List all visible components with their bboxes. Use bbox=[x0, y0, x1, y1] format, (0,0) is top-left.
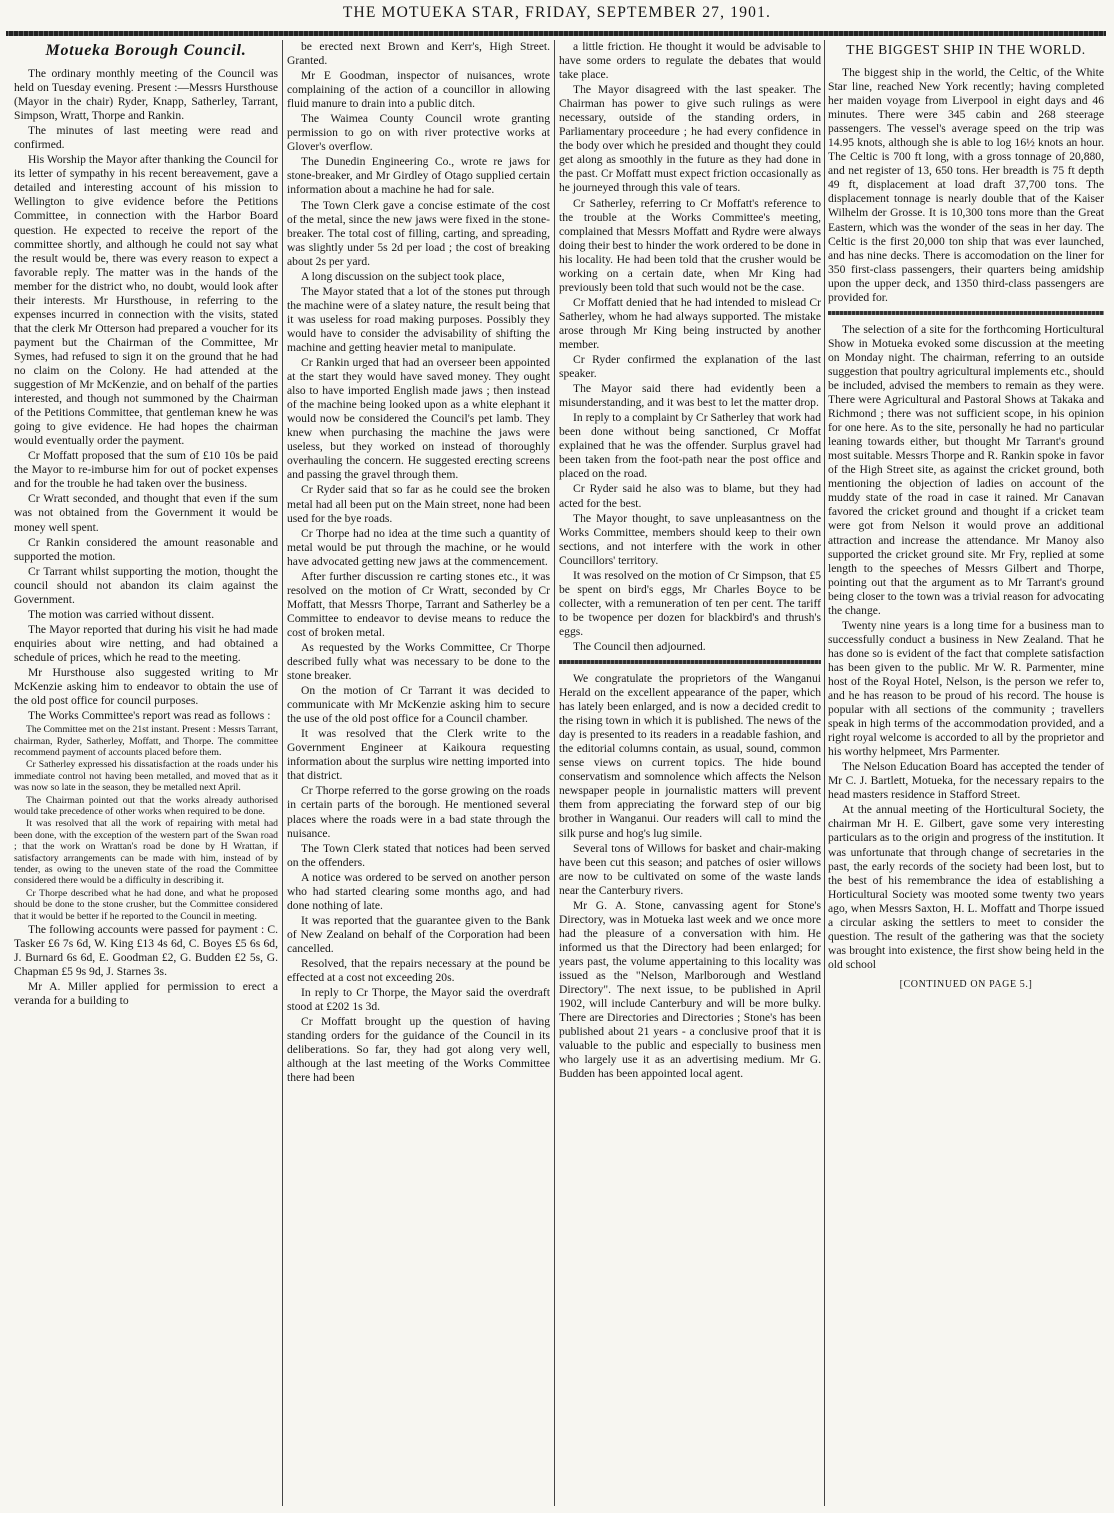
paragraph: We congratulate the proprietors of the Wanganui Herald on the excellent appearance of the paper, which has lately been enlarged, and is now a decided credit to the rising town in which it is published. The news of the day is presented to its readers in a readable fashion, and the editorial columns contain, as usual, sound, common sense views on current topics. The hide bound conservatism and somnolence which affects the Nelson newspaper people in journalistic matters will prevent them from appreciating the forward step of our big brother in Wanganui. Our readers will call to mind the silk purse and hog's lug simile. bbox=[559, 672, 821, 840]
paragraph: Cr Wratt seconded, and thought that even if the sum was not obtained from the Government it would be money well spent. bbox=[14, 492, 278, 534]
paragraph: The Mayor thought, to save unpleasantness on the Works Committee, members should keep to their own sections, and not interfere with the work in other Councillors' territory. bbox=[559, 511, 821, 567]
paragraph: Twenty nine years is a long time for a business man to successfully conduct a business in New Zealand. That he has done so is evident of the fact that complete satisfaction has been given to the public. Mr W. R. Parmenter, mine host of the Royal Hotel, Nelson, is the person we refer to, and he has reason to be proud of his record. The house is popular with all sections of the community ; travellers speak in high terms of the accommodation provided, and a right royal welcome is accorded to all by the proprietor and his worthy helpmeet, Mrs Parmenter. bbox=[828, 618, 1104, 759]
paragraph: Cr Ryder said he also was to blame, but they had acted for the best. bbox=[559, 482, 821, 510]
paragraph: Cr Thorpe referred to the gorse growing on the roads in certain parts of the borough. He mentioned several places where the roads were in a bad state through the nuisance. bbox=[287, 784, 550, 840]
paragraph: In reply to a complaint by Cr Satherley that work had been done without being sanctioned, Cr Moffat explained that he was the offender. Surplus gravel had been taken from the foot-path near the post office and placed on the road. bbox=[559, 411, 821, 481]
paragraph: The Mayor said there had evidently been a misunderstanding, and it was best to let the matter drop. bbox=[559, 382, 821, 410]
paragraph: be erected next Brown and Kerr's, High Street. Granted. bbox=[287, 40, 550, 68]
column-divider bbox=[554, 40, 555, 1506]
paragraph: The Waimea County Council wrote granting permission to go on with river protective works at Glover's overflow. bbox=[287, 112, 550, 154]
paragraph: The Works Committee's report was read as follows : bbox=[28, 709, 271, 723]
paragraph: The Town Clerk gave a concise estimate of the cost of the metal, since the new jaws were fixed in the stone-breaker. The total cost of filling, carting, and spreading, was slightly under 5s 2d per load ; the cost of breaking about 2s per yard. bbox=[287, 198, 550, 268]
report-paragraph: The Committee met on the 21st instant. Present : Messrs Tarrant, chairman, Ryder, Satherley, Moffatt, and Thorpe. The committee recommend payment of accounts placed before them. bbox=[14, 724, 278, 758]
paragraph: At the annual meeting of the Horticultural Society, the chairman Mr H. E. Gilbert, gave some very interesting particulars as to the origin and progress of the institution. It was unfortunate that through change of secretaries in the past, the early records of the society had been lost, but to the best of his remembrance the idea of establishing a Horticultural Society was mooted some twenty two years ago, when Messrs Saxton, H. L. Moffatt and Thorpe issued a circular asking the settlers to meet to consider the question. The result of the gathering was that the society was brought into existence, the first show being held in the old school bbox=[828, 803, 1104, 971]
column-divider bbox=[824, 40, 825, 1506]
paragraph: Cr Tarrant whilst supporting the motion, thought the council should not abandon its claim against the Government. bbox=[14, 564, 278, 606]
paragraph: Cr Moffatt proposed that the sum of £10 10s be paid the Mayor to re-imburse him for out of pocket expenses and for the trouble he had taken over the business. bbox=[14, 449, 278, 491]
paragraph: The Nelson Education Board has accepted the tender of Mr C. J. Bartlett, Motueka, for the necessary repairs to the head masters residence in Stafford Street. bbox=[828, 760, 1104, 802]
paragraph: The Mayor disagreed with the last speaker. The Chairman has power to give such rulings as were necessary, outside of the standing orders, in Parliamentary proceedure ; he had every confidence in the body over which he presided and thought they could get along as smoothly in the future as they had done in the past. Cr Moffatt must expect friction occasionally as he journeyed through this vale of tears. bbox=[559, 83, 821, 195]
report-paragraph: It was resolved that all the work of repairing with metal had been done, with the exception of the western part of the Swan road ; that the work on Wrattan's road be done by H Wrattan, if satisfactory arrangements can be made with him, instead of by tender, as owing to the uneven state of the road the Committee considered there would be a difficulty in describing it. bbox=[14, 818, 278, 887]
continued-notice: [CONTINUED ON PAGE 5.] bbox=[899, 978, 1033, 990]
paragraph: The Council then adjourned. bbox=[573, 639, 706, 653]
paragraph: On the motion of Cr Tarrant it was decided to communicate with Mr McKenzie asking him to secure the use of the old post office for a Council chamber. bbox=[287, 684, 550, 726]
paragraph: The minutes of last meeting were read and confirmed. bbox=[14, 124, 278, 152]
paragraph: Mr A. Miller applied for permission to erect a veranda for a building to bbox=[14, 980, 278, 1008]
paragraph: Cr Ryder said that so far as he could see the broken metal had all been put on the Main street, none had been used for the bye roads. bbox=[287, 483, 550, 525]
paragraph: Resolved, that the repairs necessary at the pound be effected at a cost not exceeding 20s. bbox=[287, 957, 550, 985]
paragraph: Cr Moffatt brought up the question of having standing orders for the guidance of the Council in its deliberations. So far, they had got along very well, although at the last meeting of the Works Committee there had been bbox=[287, 1015, 550, 1085]
paragraph: Cr Satherley, referring to Cr Moffatt's reference to the trouble at the Works Committee's meeting, complained that Messrs Moffatt and Rydre were always doing their best to hinder the work ordered to be done in his locality. He had been told that the crusher would be working on a certain date, when Mr King had previously been told that such would not be the case. bbox=[559, 196, 821, 294]
paragraph: The Dunedin Engineering Co., wrote re jaws for stone-breaker, and Mr Girdley of Otago supplied certain information about a machine he had for sale. bbox=[287, 155, 550, 197]
paragraph: Cr Rankin considered the amount reasonable and supported the motion. bbox=[14, 535, 278, 563]
paragraph: In reply to Cr Thorpe, the Mayor said the overdraft stood at £202 1s 3d. bbox=[287, 986, 550, 1014]
report-paragraph: The Chairman pointed out that the works already authorised would take precedence of other works when required to be done. bbox=[14, 794, 278, 817]
paragraph: It was resolved on the motion of Cr Simpson, that £5 be spent on bird's eggs, Mr Charles Boyce to be collecter, with a remuneration of ten per cent. The tariff to be twopence per dozen for blackbird's and thrush's eggs. bbox=[559, 568, 821, 638]
paragraph: As requested by the Works Committee, Cr Thorpe described fully what was necessary to be done to the stone breaker. bbox=[287, 640, 550, 683]
column-divider bbox=[282, 40, 283, 1506]
paragraph: Mr E Goodman, inspector of nuisances, wrote complaining of the action of a councillor in allowing fluid manure to drain into a public ditch. bbox=[287, 69, 550, 111]
paragraph: The motion was carried without dissent. bbox=[28, 607, 215, 621]
paragraph: Mr G. A. Stone, canvassing agent for Stone's Directory, was in Motueka last week and we once more had the pleasure of a conversation with him. He informed us that the Directory had been enlarged; for years past, the volume appertaining to this locality was issued as the "Nelson, Marlborough and Westland Directory". The next issue, to be published in April 1902, will include Canterbury and will be more bulky. There are Directories and Directories ; Stone's has been published about 21 years - a conclusive proof that it is valuable to the public and especially to business men who largely use it as an advertising medium. Mr G. Budden has been appointed local agent. bbox=[559, 898, 821, 1081]
paragraph: The Mayor reported that during his visit he had made enquiries about wire netting, and had obtained a schedule of prices, which he read to the meeting. bbox=[14, 622, 278, 664]
paragraph: It was resolved that the Clerk write to the Government Engineer at Kaikoura requesting information about the surplus wire netting imported into that district. bbox=[287, 727, 550, 783]
paragraph: A long discussion on the subject took place, bbox=[301, 269, 505, 283]
top-rule bbox=[6, 31, 1106, 36]
paragraph: It was reported that the guarantee given to the Bank of New Zealand on behalf of the Corporation had been cancelled. bbox=[287, 913, 550, 955]
paragraph: Mr Hursthouse also suggested writing to Mr McKenzie asking him to endeavor to obtain the use of the old post office for council purposes. bbox=[14, 665, 278, 708]
paragraph: The biggest ship in the world, the Celtic, of the White Star line, reached New York recently; having completed her maiden voyage from Liverpool in eight days and 46 minutes. There were 345 cabin and 268 steerage passengers. The vessel's average speed on the trip was 14.95 knots, although she is able to log 16½ knots an hour. The Celtic is 700 ft long, with a gross tonnage of 20,880, and net register of 13, 650 tons. Her breadth is 75 ft depth 49 ft, displacement at load draft 37,700 tons. The displacement tonnage is nearly double that of the Kaiser Wilhelm der Grosse. It is 10,300 tons more than the Great Eastern, which was the wonder of the seas in her day. The Celtic is the first 20,000 ton ship that was ever launched, and has nine decks. There is accomodation on the liner for 350 first-class passengers, their quarters being amidship upon the upper deck, and 1350 third-class passengers are provided for. bbox=[828, 66, 1104, 304]
paragraph: The ordinary monthly meeting of the Council was held on Tuesday evening. Present :—Messrs Hursthouse (Mayor in the chair) Ryder, Knapp, Satherley, Tarrant, Simpson, Wratt, Thorpe and Rankin. bbox=[14, 67, 278, 123]
column-3 bbox=[559, 40, 821, 1506]
masthead: THE MOTUEKA STAR, FRIDAY, SEPTEMBER 27, 1901. bbox=[342, 4, 772, 21]
paragraph: The Mayor stated that a lot of the stones put through the machine were of a slatey nature, the result being that it was useless for road making purposes. Possibly they would have to consider the advisability of shifting the machine and getting heavier metal to manipulate. bbox=[287, 284, 550, 354]
paragraph: Cr Ryder confirmed the explanation of the last speaker. bbox=[559, 353, 821, 381]
column-2 bbox=[287, 40, 550, 1506]
section-separator bbox=[559, 660, 821, 664]
paragraph: Cr Thorpe had no idea at the time such a quantity of metal would be put through the machine, or he would have advocated getting new jaws at the commencement. bbox=[287, 526, 550, 568]
paragraph: Cr Rankin urged that had an overseer been appointed at the start they would have saved money. They ought also to have imported English made jaws ; then instead of the machine being looked upon as a white elephant it would now be considered the Council's pet lamb. They knew when purchasing the machine the jaws were useless, but they worked on instead of thoroughly overhauling the concern. He suggested erecting screens and passing the gravel through them. bbox=[287, 356, 550, 482]
paragraph: The selection of a site for the forthcoming Horticultural Show in Motueka evoked some discussion at the meeting on Monday night. The chairman, referring to an outside suggestion that poultry agricultural implements etc., should be included, advised the members to remain as they were. There were Agricultural and Pastoral Shows at Takaka and Richmond ; there was not sufficient scope, in his opinion for one here. As to the site, personally he had no particular leaning towards either, but thought Mr Tarrant's ground most suitable. Messrs Thorpe and R. Rankin spoke in favor of the High Street site, as against the cricket ground, both mentioning the objection of ladies on account of the muddy state of the road in case it rained. Mr Canavan favored the cricket ground and thought if a cricket team were got from Nelson it would prove an additional attraction and increase the attendance. Mr Manoy also supported the cricket ground site. Mr Fry, replied at some length to the speeches of Messrs Gilbert and Thorpe, pointing out that the argument as to Mr Tarrant's ground being closer to the town was a trivial reason for advocating the change. bbox=[828, 322, 1104, 617]
paragraph: His Worship the Mayor after thanking the Council for its letter of sympathy in his recent bereavement, gave a detailed and interesting account of his mission to Wellington to give evidence before the Petitions Committee, in connection with the Harbor Board question. He expected to receive the report of the committee shortly, and although he could not say what the result would be, there was every reason to expect a favorable reply. The matter was in the hands of the member for the district who, no doubt, would look after their interests. Mr Hursthouse, in referring to the expenses incurred in connection with the visits, stated that the clerk Mr Otterson had prepared a voucher for its payment but the Chairman of the Committee, Mr Symes, had refused to sign it on the ground that he had no claim on the Colony. He had attended at the suggestion of Mr McKenzie, and on behalf of the parties interested, and though not summoned by the Chairman of the Petitions Committee, that gentleman knew he was going to give evidence. He had hopes the chairman would eventually order the payment. bbox=[14, 153, 278, 448]
report-paragraph: Cr Thorpe described what he had done, and what he proposed should be done to the stone crusher, but the Committee considered that it would be better if he reported to the Council in meeting. bbox=[14, 887, 278, 922]
paragraph: The Town Clerk stated that notices had been served on the offenders. bbox=[287, 841, 550, 869]
paragraph: Several tons of Willows for basket and chair-making have been cut this season; and patches of osier willows are now to be cultivated on some of the waste lands near the Canterbury rivers. bbox=[559, 841, 821, 897]
section-separator bbox=[828, 311, 1104, 315]
column-4 bbox=[828, 40, 1104, 1506]
paragraph: Cr Moffatt denied that he had intended to mislead Cr Satherley, whom he had always supported. The mistake arose through Mr King being instructed by another member. bbox=[559, 295, 821, 351]
report-paragraph: Cr Satherley expressed his dissatisfaction at the roads under his immediate control not having been metalled, and moved that as it was now so late in the season, they be metalled next April. bbox=[14, 759, 278, 794]
paragraph: The following accounts were passed for payment : C. Tasker £6 7s 6d, W. King £13 4s 6d, C. Boyes £5 6s 6d, J. Burnard 6s 6d, E. Goodman £2, G. Budden £2 5s, G. Chapman £5 9s 9d, J. Starnes 3s. bbox=[14, 923, 278, 979]
article-heading-biggest-ship: THE BIGGEST SHIP IN THE WORLD. bbox=[846, 42, 1086, 57]
article-heading-council: Motueka Borough Council. bbox=[45, 42, 247, 59]
paragraph: After further discussion re carting stones etc., it was resolved on the motion of Cr Wratt, seconded by Cr Moffatt, that Messrs Thorpe, Tarrant and Satherley be a Committee to endeavor to devise means to reduce the cost of broken metal. bbox=[287, 569, 550, 639]
column-1 bbox=[14, 40, 278, 1506]
paragraph: A notice was ordered to be served on another person who had started clearing some months ago, and had done nothing of late. bbox=[287, 870, 550, 912]
paragraph: a little friction. He thought it would be advisable to have some orders to regulate the debates that would take place. bbox=[559, 40, 821, 82]
